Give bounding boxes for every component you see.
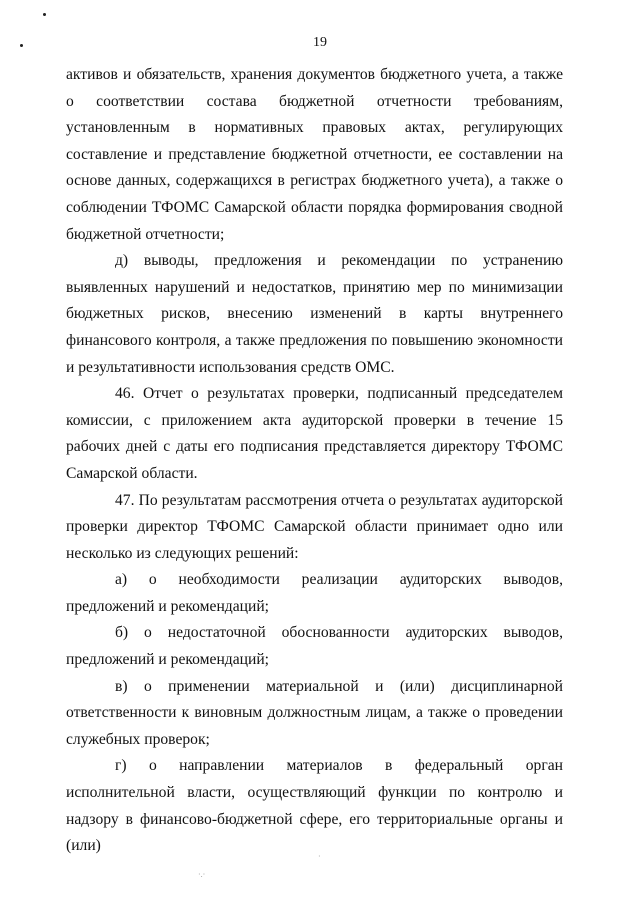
scan-mark: ·.· xyxy=(198,870,206,879)
page-number: 19 xyxy=(313,35,327,50)
document-body xyxy=(66,62,563,860)
scan-mark: · xyxy=(318,852,321,861)
scan-speck xyxy=(43,13,46,16)
paragraph-item-a: а) о необходимости реализации аудиторских выводов, предложений и рекомендаций; xyxy=(66,571,563,615)
paragraph-item-d: д) выводы, предложения и рекомендации по устранению выявленных нарушений и недостатков, принятию мер по минимизации бюджетных рисков, внесению изменений в карты внутреннего финансового контроля, а также предложения по повышению экономности и результативности использования средств ОМС. xyxy=(66,252,563,376)
paragraph-continuation: активов и обязательств, хранения документов бюджетного учета, а также о соответствии состава бюджетной отчетности требованиям, установленным в нормативных правовых актах, регулирующих составление и представление бюджетной отчетности, ее составлении на основе данных, содержащихся в регистрах бюджетного учета), а также о соблюдении ТФОМС Самарской области порядка формирования сводной бюджетной отчетности; xyxy=(66,66,563,243)
paragraph-item-v: в) о применении материальной и (или) дисциплинарной ответственности к виновным должностным лицам, а также о проведении служебных проверок; xyxy=(66,677,563,748)
paragraph-47: 47. По результатам рассмотрения отчета о результатах аудиторской проверки директор ТФОМС Самарской области принимает одно или несколько из следующих решений: xyxy=(66,491,563,562)
paragraph-item-g: г) о направлении материалов в федеральный орган исполнительной власти, осуществляющий функции по контролю и надзору в финансово-бюджетной сфере, его территориальные органы и (или) xyxy=(66,757,563,855)
paragraph-item-b: б) о недостаточной обоснованности аудиторских выводов, предложений и рекомендаций; xyxy=(66,624,563,669)
paragraph-46: 46. Отчет о результатах проверки, подписанный председателем комиссии, с приложением акта аудиторской проверки в течение 15 рабочих дней с даты его подписания представляется директору ТФОМС Самарской области. xyxy=(66,385,563,482)
